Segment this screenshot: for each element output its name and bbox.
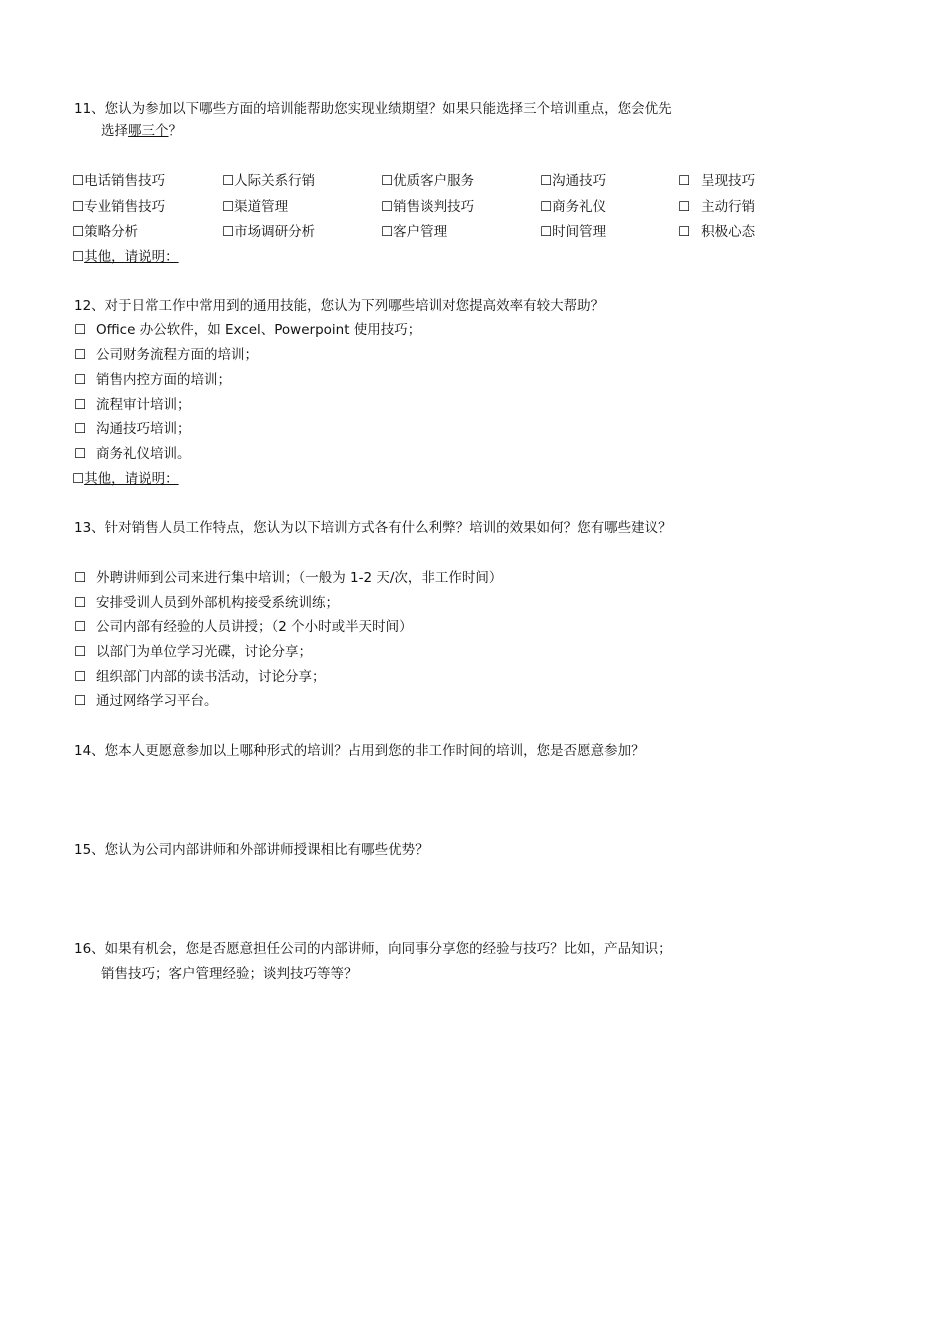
checkbox-icon: ☐ (381, 173, 394, 189)
q11-option[interactable] (222, 223, 315, 241)
q16-title-line1: 16、如果有机会，您是否愿意担任公司的内部讲师，向同事分享您的经验与技巧？比如，产品知识； (74, 941, 672, 957)
checkbox-icon: ☐ (678, 199, 691, 215)
checkbox-icon: ☐ (74, 446, 87, 462)
q11-option[interactable] (72, 223, 138, 241)
checkbox-icon: ☐ (74, 570, 87, 586)
q11-option[interactable] (222, 198, 288, 216)
option-label: 公司财务流程方面的培训； (96, 347, 258, 363)
q11-suffix: ？ (168, 123, 182, 139)
other-label: 其他，请说明： (84, 471, 179, 487)
checkbox-icon: ☐ (74, 347, 87, 363)
q13-option[interactable] (74, 668, 326, 686)
checkbox-icon: ☐ (74, 595, 87, 611)
q11-option[interactable] (381, 198, 474, 216)
q12-title: 12、对于日常工作中常用到的通用技能，您认为下列哪些培训对您提高效率有较大帮助？ (74, 298, 605, 314)
q12-option[interactable] (74, 346, 258, 364)
checkbox-icon: ☐ (74, 669, 87, 685)
option-label: 主动行销 (701, 199, 756, 215)
option-label: 市场调研分析 (234, 224, 316, 240)
q11-option[interactable] (540, 172, 606, 190)
option-label: 组织部门内部的读书活动，讨论分享； (96, 669, 326, 685)
option-label: 商务礼仪 (552, 199, 607, 215)
q13-option[interactable] (74, 692, 218, 710)
checkbox-icon: ☐ (72, 249, 85, 265)
checkbox-icon: ☐ (74, 644, 87, 660)
q13-option[interactable] (74, 643, 312, 661)
checkbox-icon: ☐ (222, 199, 235, 215)
option-label: 销售内控方面的培训； (96, 372, 231, 388)
option-label: 安排受训人员到外部机构接受系统训练； (96, 595, 339, 611)
other-label: 其他，请说明： (84, 249, 179, 265)
option-label: 流程审计培训； (96, 397, 191, 413)
option-label: 通过网络学习平台。 (96, 693, 218, 709)
q13-option[interactable] (74, 569, 502, 587)
option-label: 优质客户服务 (393, 173, 475, 189)
q11-option[interactable] (222, 172, 315, 190)
option-label: 渠道管理 (234, 199, 289, 215)
q11-title-line1: 11、您认为参加以下哪些方面的培训能帮助您实现业绩期望？如果只能选择三个培训重点，您会优先 (74, 101, 672, 117)
checkbox-icon: ☐ (540, 224, 553, 240)
q12-option[interactable] (74, 396, 191, 414)
checkbox-icon: ☐ (540, 199, 553, 215)
checkbox-icon: ☐ (72, 199, 85, 215)
checkbox-icon: ☐ (74, 619, 87, 635)
checkbox-icon: ☐ (222, 173, 235, 189)
q11-option[interactable] (540, 198, 606, 216)
checkbox-icon: ☐ (74, 322, 87, 338)
q12-option[interactable] (74, 371, 231, 389)
q11-option[interactable] (72, 198, 165, 216)
q16-title-line2: 销售技巧；客户管理经验；谈判技巧等等？ (101, 966, 358, 982)
q11-option[interactable] (72, 172, 165, 190)
q11-other-option[interactable] (72, 248, 179, 266)
q12-option[interactable] (74, 420, 191, 438)
checkbox-icon: ☐ (72, 471, 85, 487)
option-label: 沟通技巧 (552, 173, 607, 189)
option-label: 外聘讲师到公司来进行集中培训；（一般为 1-2 天/次，非工作时间） (96, 570, 503, 586)
option-label: 呈现技巧 (701, 173, 756, 189)
q11-option[interactable] (381, 223, 447, 241)
q13-title: 13、针对销售人员工作特点，您认为以下培训方式各有什么利弊？培训的效果如何？您有哪些建议？ (74, 520, 672, 536)
option-label: 时间管理 (552, 224, 607, 240)
option-label: 沟通技巧培训； (96, 421, 191, 437)
q11-option[interactable] (381, 172, 474, 190)
q11-option[interactable] (540, 223, 606, 241)
option-label: Office 办公软件，如 Excel、Powerpoint 使用技巧； (96, 322, 422, 338)
option-label: 销售谈判技巧 (393, 199, 475, 215)
q11-option[interactable] (678, 198, 755, 216)
q11-underlined: 哪三个 (128, 123, 169, 139)
checkbox-icon: ☐ (381, 199, 394, 215)
checkbox-icon: ☐ (381, 224, 394, 240)
checkbox-icon: ☐ (678, 173, 691, 189)
checkbox-icon: ☐ (222, 224, 235, 240)
checkbox-icon: ☐ (74, 421, 87, 437)
q12-option[interactable] (74, 321, 421, 339)
q12-option[interactable] (74, 445, 191, 463)
option-label: 电话销售技巧 (84, 173, 166, 189)
q11-prefix: 选择 (101, 123, 128, 139)
option-label: 人际关系行销 (234, 173, 316, 189)
q11-option[interactable] (678, 172, 755, 190)
q13-option[interactable] (74, 618, 413, 636)
option-label: 积极心态 (701, 224, 756, 240)
q11-title-line2 (101, 122, 182, 140)
q11-option[interactable] (678, 223, 755, 241)
checkbox-icon: ☐ (72, 224, 85, 240)
q13-option[interactable] (74, 594, 339, 612)
checkbox-icon: ☐ (74, 397, 87, 413)
option-label: 商务礼仪培训。 (96, 446, 191, 462)
option-label: 公司内部有经验的人员讲授；（2 个小时或半天时间） (96, 619, 413, 635)
checkbox-icon: ☐ (72, 173, 85, 189)
option-label: 以部门为单位学习光碟，讨论分享； (96, 644, 312, 660)
option-label: 专业销售技巧 (84, 199, 166, 215)
option-label: 策略分析 (84, 224, 139, 240)
checkbox-icon: ☐ (74, 372, 87, 388)
q15-title: 15、您认为公司内部讲师和外部讲师授课相比有哪些优势？ (74, 842, 429, 858)
q14-title: 14、您本人更愿意参加以上哪种形式的培训？占用到您的非工作时间的培训，您是否愿意参加？ (74, 743, 645, 759)
checkbox-icon: ☐ (678, 224, 691, 240)
q12-other-option[interactable] (72, 470, 179, 488)
checkbox-icon: ☐ (540, 173, 553, 189)
checkbox-icon: ☐ (74, 693, 87, 709)
option-label: 客户管理 (393, 224, 448, 240)
